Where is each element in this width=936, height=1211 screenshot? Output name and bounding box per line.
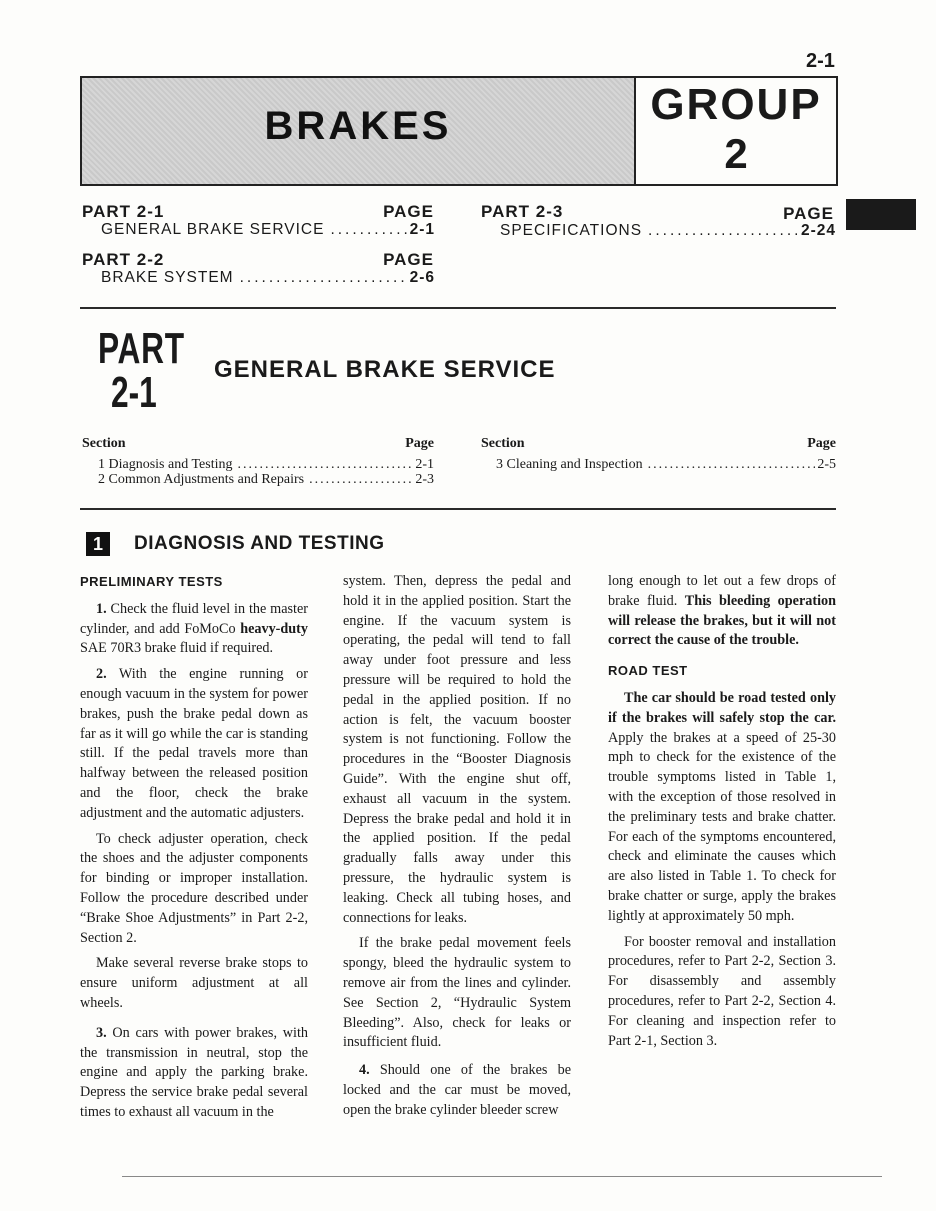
paragraph: 2. With the engine running or enough vacuum in the system for power brakes, push the brake pedal down as far as it will go while the car is standing still. If the pedal travels more than halfway between the released position and the floor, check the brake adjustment and the automatic adjusters. [80,666,308,821]
text-column-1 [80,572,308,1129]
section-index-title: 3 Cleaning and Inspection [496,457,643,472]
paragraph: Make several reverse brake stops to ensure uniform adjustment at all wheels. [80,955,308,1011]
section-index-entry[interactable] [496,457,836,473]
subheading-road-test: ROAD TEST [608,663,688,679]
toc-entry-page: 2-24 [800,222,836,239]
section-index-header: Section [82,436,126,451]
toc-part-label: PART 2-1 [82,202,165,221]
section-index-page: 2-3 [415,472,434,487]
text-column-3 [608,572,836,1057]
group-number: 2 [724,130,748,177]
divider [80,307,836,309]
paragraph: The car should be road tested only if the brakes will safely stop the car. Apply the brakes at a speed of 25-30 mph to check for the existence of the trouble symptoms listed in Table 1, with the exception of those resolved in the preliminary tests and brake chatter. For each of the symptoms encountered, check and eliminate the causes which are also listed in Table 1. To check for brake chatter or surge, apply the brakes lightly at approximately 50 mph. [608,689,836,924]
section-index-page-header: Page [807,436,836,451]
paragraph-continued: 3. On cars with power brakes, with the transmission in neutral, stop the engine and apply the parking brake. Depress the service brake pedal several times to exhaust all vacuum in the [80,1024,308,1120]
thumb-index-tab [846,199,916,230]
toc-part-label: PART 2-3 [481,202,564,221]
toc-entry[interactable] [500,222,836,240]
subheading-preliminary-tests: PRELIMINARY TESTS [80,574,223,589]
paragraph: For booster removal and installation procedures, refer to Part 2-2, Section 3. For disassembly and assembly procedures, refer to Part 2-2, Section 4. For cleaning and inspection refer to Part 2-1, Section 3. [608,933,836,1049]
paragraph-continued: 4. Should one of the brakes be locked and the car must be moved, open the brake cylinder bleeder screw [343,1062,571,1118]
toc-page-label: PAGE [383,250,434,269]
toc-part-label: PART 2-2 [82,250,165,269]
toc-page-label: PAGE [383,202,434,221]
toc-entry[interactable] [101,221,435,239]
page-number: 2-1 [806,50,835,72]
section-number-badge: 1 [86,532,110,556]
part-word: PART [98,324,185,373]
paragraph: long enough to let out a few drops of brake fluid. This bleeding operation will release the brakes, but it will not correct the cause of the trouble. [608,573,836,649]
section-title: DIAGNOSIS AND TESTING [134,533,385,554]
section-index-entry[interactable] [98,472,434,488]
section-index-page: 2-1 [415,457,434,472]
toc-entry-page: 2-6 [409,269,435,286]
section-index-title: 2 Common Adjustments and Repairs [98,472,305,487]
toc-page-label: PAGE [783,204,834,223]
section-index-header: Section [481,436,525,451]
paragraph: To check adjuster operation, check the shoes and the adjuster components for binding or improper installation. Follow the procedure described under “Brake Shoe Adjustments” in Part 2-2, Section 2. [80,830,308,946]
toc-entry[interactable] [101,269,435,287]
paragraph: 1. Check the fluid level in the master cylinder, and add FoMoCo heavy-duty SAE 70R3 brake fluid if required. [80,600,308,657]
part-number: 2-1 [111,368,157,417]
toc-entry-title: GENERAL BRAKE SERVICE [101,221,325,238]
text-column-2 [343,572,571,1127]
group-label: GROUP [650,80,822,129]
footer-rule [122,1176,882,1177]
section-index-title: 1 Diagnosis and Testing [98,457,233,472]
part-title: GENERAL BRAKE SERVICE [214,356,556,383]
paragraph: If the brake pedal movement feels spongy, bleed the hydraulic system to remove air from the lines and cylinder. See Section 2, “Hydraulic System Bleeding”. Also, check for leaks or insufficient fluid. [343,935,571,1051]
divider [80,508,836,510]
toc-entry-title: BRAKE SYSTEM [101,269,234,286]
paragraph: system. Then, depress the pedal and hold it in the applied position. Start the engine. If the vacuum system is operating, the pedal will tend to fall away under foot pressure and less pressure will be required to hold the pedal in the applied position. If no action is felt, the vacuum booster system is not functioning. Follow the procedures in the “Booster Diagnosis Guide”. With the engine shut off, exhaust all vacuum in the system. Depress the brake pedal and hold it in the applied position. If the pedal gradually falls away under this pressure, the hydraulic system is leaking. Check all tubing hoses, and connections for leaks. [343,573,571,926]
section-index-entry[interactable] [98,457,434,473]
toc-entry-title: SPECIFICATIONS [500,222,643,239]
group-title: BRAKES [264,104,452,148]
toc-entry-page: 2-1 [409,221,435,238]
section-index-page: 2-5 [817,457,836,472]
section-index-page-header: Page [405,436,434,451]
